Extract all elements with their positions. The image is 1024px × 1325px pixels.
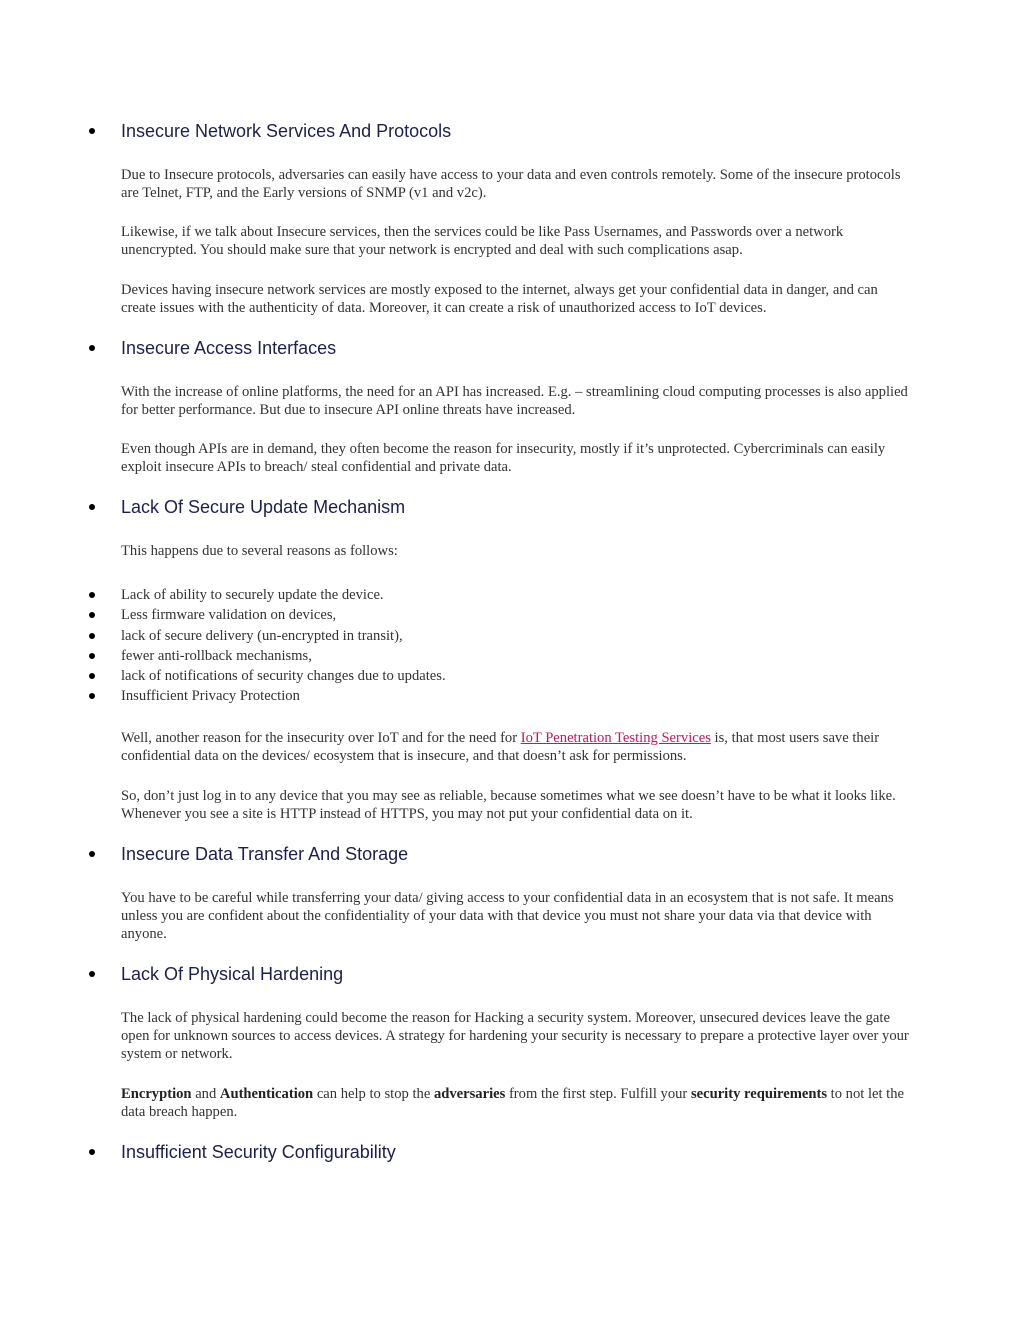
- bullet-icon: [89, 504, 95, 510]
- section-heading: Insufficient Security Configurability: [121, 1142, 396, 1162]
- paragraph: Due to Insecure protocols, adversaries can easily have access to your data and even controls remotely. Some of the insecure protocols are Telnet, FTP, and the Early versions of SNMP (v1 and v2c).: [121, 167, 901, 201]
- bullet-icon: [89, 1149, 95, 1155]
- section-heading: Insecure Data Transfer And Storage: [121, 844, 409, 864]
- paragraph: You have to be careful while transferring your data/ giving access to your confidential data in an ecosystem that is not safe. It means unless you are confident about the confidentiality of your data with that device you must not share your data via that device with anyone.: [121, 890, 894, 942]
- paragraph: So, don’t just log in to any device that you may see as reliable, because sometimes what we see doesn’t have to be what it looks like. Whenever you see a site is HTTP instead of HTTPS, you may not put your confidential data on it.: [121, 788, 896, 822]
- list-item: fewer anti-rollback mechanisms,: [0, 646, 446, 666]
- iot-pentest-link[interactable]: IoT Penetration Testing Services: [520, 730, 711, 746]
- section-heading: Lack Of Secure Update Mechanism: [121, 497, 406, 517]
- section-heading: Insecure Network Services And Protocols: [121, 121, 452, 141]
- reasons-list: [0, 585, 446, 707]
- bullet-icon: [89, 128, 95, 134]
- paragraph: Likewise, if we talk about Insecure services, then the services could be like Pass Usernames, and Passwords over a network unencrypted. You should make sure that your network is encrypted and deal with such complications asap.: [121, 224, 844, 258]
- paragraph: The lack of physical hardening could become the reason for Hacking a security system. Moreover, unsecured devices leave the gate open for unknown sources to access devices. A strategy for hardening your security is necessary to prepare a protective layer over your system or network.: [121, 1010, 909, 1062]
- bullet-icon: [89, 612, 95, 618]
- bullet-icon: [89, 653, 95, 659]
- bullet-icon: [89, 345, 95, 351]
- paragraph: Devices having insecure network services are mostly exposed to the internet, always get your confidential data in danger, and can create issues with the authenticity of data. Moreover, it can create a risk of unauthorized access to IoT devices.: [121, 282, 878, 316]
- section-heading: Lack Of Physical Hardening: [121, 964, 344, 984]
- list-item: lack of notifications of security changes due to updates.: [0, 666, 446, 686]
- bullet-icon: [89, 592, 95, 598]
- list-item: Less firmware validation on devices,: [0, 605, 446, 625]
- section-heading: Insecure Access Interfaces: [121, 338, 337, 358]
- list-item: Lack of ability to securely update the device.: [0, 585, 446, 605]
- bullet-icon: [89, 851, 95, 857]
- paragraph: This happens due to several reasons as follows:: [121, 543, 398, 559]
- paragraph-rich: Encryption and Authentication can help to stop the adversaries from the first step. Fulfill your security requirements to not let the data breach happen.: [121, 1086, 905, 1120]
- bullet-icon: [89, 673, 95, 679]
- bullet-icon: [89, 971, 95, 977]
- bullet-icon: [89, 633, 95, 639]
- paragraph: Even though APIs are in demand, they often become the reason for insecurity, mostly if it’s unprotected. Cybercriminals can easily exploit insecure APIs to breach/ steal confidential and private data.: [121, 441, 886, 475]
- list-item: Insufficient Privacy Protection: [0, 686, 446, 706]
- paragraph-with-link: Well, another reason for the insecurity over IoT and for the need for IoT Penetration Testing Services is, that most users save their confidential data on the devices/ ecosystem that is insecure, and that doesn’t ask for permissions.: [121, 730, 880, 764]
- paragraph: With the increase of online platforms, the need for an API has increased. E.g. – streamlining cloud computing processes is also applied for better performance. But due to insecure API online threats have increased.: [121, 384, 908, 418]
- list-item: lack of secure delivery (un-encrypted in transit),: [0, 626, 446, 646]
- bullet-icon: [89, 693, 95, 699]
